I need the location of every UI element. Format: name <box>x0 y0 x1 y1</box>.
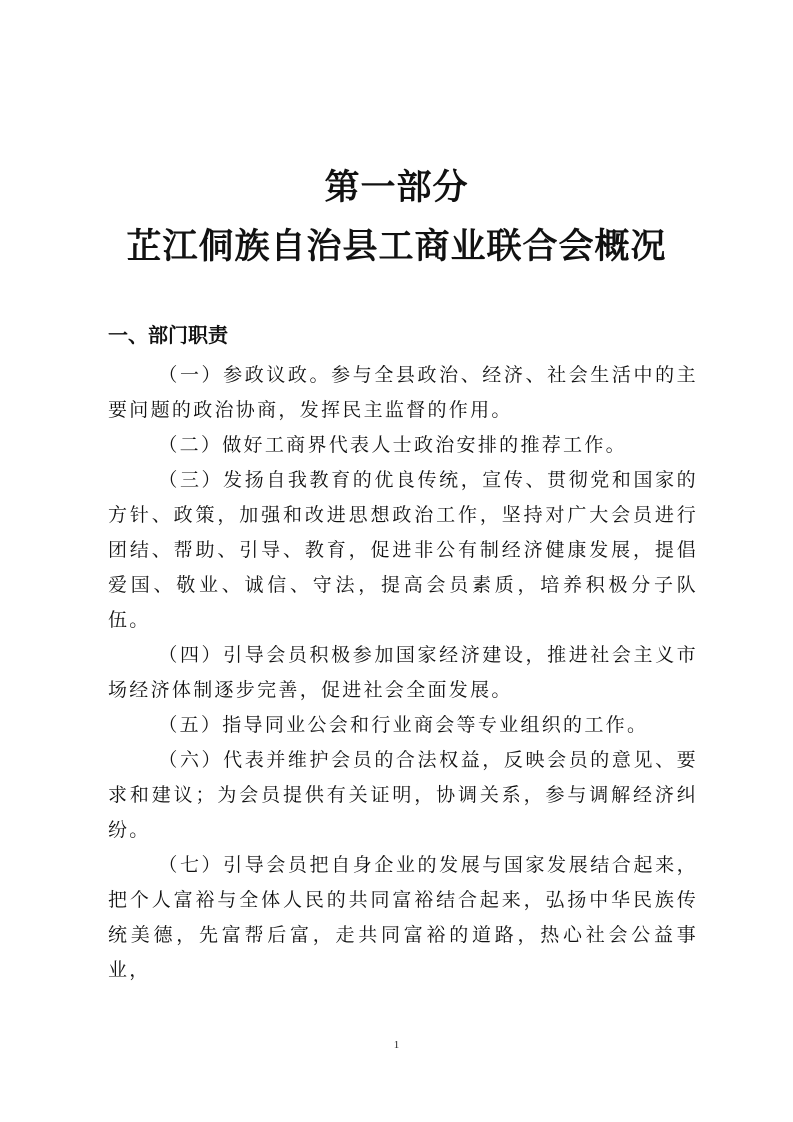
document-title-organization: 芷江侗族自治县工商业联合会概况 <box>126 226 667 267</box>
body-text <box>108 358 698 988</box>
paragraph-duty-5: （五）指导同业公会和行业商会等专业组织的工作。 <box>158 714 649 736</box>
page-number: 1 <box>393 1039 400 1051</box>
section-heading: 一、部门职责 <box>108 323 228 347</box>
paragraph-duty-1: （一）参政议政。参与全县政治、经济、社会生活中的主要问题的政治协商，发挥民主监督的作用。 <box>108 364 698 421</box>
paragraph-duty-7: （七）引导会员把自身企业的发展与国家发展结合起来，把个人富裕与全体人民的共同富裕结合起来，弘扬中华民族传统美德，先富帮后富，走共同富裕的道路，热心社会公益事业， <box>108 854 698 981</box>
paragraph-duty-2: （二）做好工商界代表人士政治安排的推荐工作。 <box>158 434 627 456</box>
paragraph-duty-3: （三）发扬自我教育的优良传统，宣传、贯彻党和国家的方针、政策，加强和改进思想政治工作，坚持对广大会员进行团结、帮助、引导、教育，促进非公有制经济健康发展，提倡爱国、敬业、诚信、守法，提高会员素质，培养积极分子队伍。 <box>108 469 698 631</box>
paragraph-duty-6: （六）代表并维护会员的合法权益，反映会员的意见、要求和建议；为会员提供有关证明，协调关系，参与调解经济纠纷。 <box>108 749 698 841</box>
document-title-part: 第一部分 <box>324 167 469 208</box>
paragraph-duty-4: （四）引导会员积极参加国家经济建设，推进社会主义市场经济体制逐步完善，促进社会全面发展。 <box>108 644 698 701</box>
